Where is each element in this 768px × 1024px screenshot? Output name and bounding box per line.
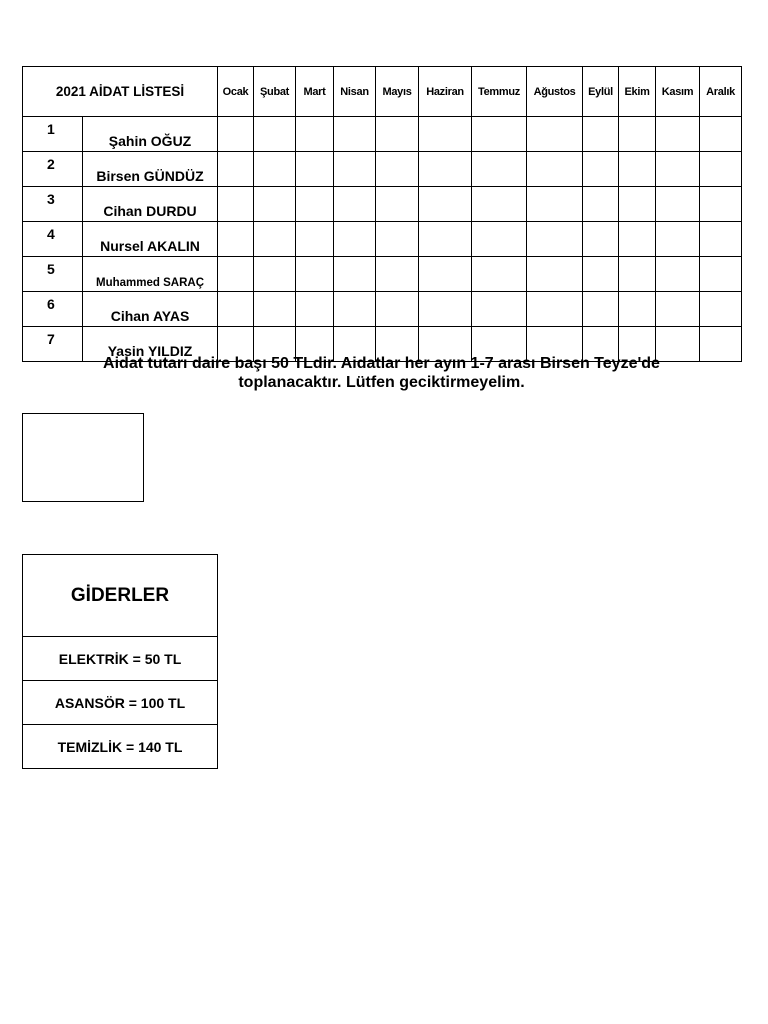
resident-name: Muhammed SARAÇ [83,257,218,292]
resident-row [23,257,742,292]
resident-number: 2 [23,152,83,187]
payment-cell[interactable] [376,292,419,327]
payment-cell[interactable] [472,117,527,152]
payment-cell[interactable] [376,187,419,222]
payment-cell[interactable] [254,187,296,222]
payment-cell[interactable] [700,292,742,327]
payment-cell[interactable] [619,152,656,187]
payment-cell[interactable] [700,152,742,187]
dues-table-body [23,117,742,362]
payment-cell[interactable] [419,292,472,327]
payment-cell[interactable] [619,292,656,327]
payment-cell[interactable] [334,292,376,327]
note-line-1: Aidat tutarı daire başı 50 TLdir. Aidatlar her ayın 1-7 arası Birsen Teyze'de [103,355,660,372]
payment-cell[interactable] [583,257,619,292]
expense-electricity: ELEKTRİK = 50 TL [23,637,218,681]
payment-cell[interactable] [254,222,296,257]
payment-cell[interactable] [583,292,619,327]
payment-cell[interactable] [334,187,376,222]
payment-cell[interactable] [296,292,334,327]
payment-cell[interactable] [419,187,472,222]
payment-cell[interactable] [419,152,472,187]
payment-cell[interactable] [218,222,254,257]
payment-cell[interactable] [218,117,254,152]
payment-cell[interactable] [527,257,583,292]
payment-cell[interactable] [583,222,619,257]
expense-row [23,725,218,769]
payment-cell[interactable] [583,187,619,222]
expense-row [23,637,218,681]
payment-cell[interactable] [700,187,742,222]
payment-cell[interactable] [700,257,742,292]
payment-cell[interactable] [419,222,472,257]
payment-cell[interactable] [334,152,376,187]
payment-cell[interactable] [254,117,296,152]
month-header: Ocak [218,67,254,117]
resident-row [23,187,742,222]
payment-cell[interactable] [376,152,419,187]
expense-elevator: ASANSÖR = 100 TL [23,681,218,725]
payment-cell[interactable] [619,222,656,257]
dues-header-row [23,67,742,117]
payment-cell[interactable] [656,117,700,152]
payment-cell[interactable] [527,117,583,152]
month-header: Temmuz [472,67,527,117]
payment-cell[interactable] [527,152,583,187]
payment-cell[interactable] [376,222,419,257]
expenses-title-row [23,555,218,637]
resident-name: Yasin YILDIZ [83,327,218,362]
resident-number: 6 [23,292,83,327]
payment-cell[interactable] [619,257,656,292]
expenses-title: GİDERLER [23,555,218,637]
payment-cell[interactable] [656,292,700,327]
payment-cell[interactable] [527,292,583,327]
payment-cell[interactable] [527,222,583,257]
payment-cell[interactable] [254,292,296,327]
resident-number: 5 [23,257,83,292]
month-header: Kasım [656,67,700,117]
resident-row [23,117,742,152]
payment-cell[interactable] [619,117,656,152]
month-header: Ağustos [527,67,583,117]
expense-cleaning: TEMİZLİK = 140 TL [23,725,218,769]
expenses-table [22,554,218,769]
month-header: Ekim [619,67,656,117]
payment-cell[interactable] [527,187,583,222]
payment-cell[interactable] [472,292,527,327]
payment-cell[interactable] [376,117,419,152]
payment-cell[interactable] [472,257,527,292]
payment-cell[interactable] [334,257,376,292]
resident-name: Şahin OĞUZ [83,117,218,152]
resident-number: 4 [23,222,83,257]
resident-name: Cihan AYAS [83,292,218,327]
payment-cell[interactable] [218,152,254,187]
month-header: Aralık [700,67,742,117]
empty-box [22,413,144,502]
payment-cell[interactable] [296,187,334,222]
payment-cell[interactable] [296,257,334,292]
dues-note [22,354,741,392]
payment-cell[interactable] [619,187,656,222]
payment-cell[interactable] [218,187,254,222]
resident-row [23,152,742,187]
payment-cell[interactable] [376,257,419,292]
payment-cell[interactable] [656,257,700,292]
payment-cell[interactable] [296,222,334,257]
resident-name: Birsen GÜNDÜZ [83,152,218,187]
expense-row [23,681,218,725]
payment-cell[interactable] [656,222,700,257]
payment-cell[interactable] [296,117,334,152]
payment-cell[interactable] [472,222,527,257]
payment-cell[interactable] [296,152,334,187]
payment-cell[interactable] [254,152,296,187]
payment-cell[interactable] [700,222,742,257]
month-header: Nisan [334,67,376,117]
payment-cell[interactable] [254,257,296,292]
payment-cell[interactable] [334,117,376,152]
payment-cell[interactable] [218,257,254,292]
resident-number: 1 [23,117,83,152]
month-header: Eylül [583,67,619,117]
payment-cell[interactable] [419,117,472,152]
month-header: Haziran [419,67,472,117]
month-header: Mayıs [376,67,419,117]
payment-cell[interactable] [334,222,376,257]
resident-name: Nursel AKALIN [83,222,218,257]
payment-cell[interactable] [583,117,619,152]
dues-table [22,66,742,362]
payment-cell[interactable] [218,292,254,327]
month-header: Şubat [254,67,296,117]
payment-cell[interactable] [419,257,472,292]
resident-row [23,292,742,327]
resident-row [23,222,742,257]
resident-number: 7 [23,327,83,362]
note-line-2: toplanacaktır. Lütfen geciktirmeyelim. [238,374,525,391]
payment-cell[interactable] [472,187,527,222]
payment-cell[interactable] [656,187,700,222]
resident-number: 3 [23,187,83,222]
dues-table-title: 2021 AİDAT LİSTESİ [23,67,218,117]
resident-name: Cihan DURDU [83,187,218,222]
payment-cell[interactable] [583,152,619,187]
payment-cell[interactable] [656,152,700,187]
month-header: Mart [296,67,334,117]
payment-cell[interactable] [700,117,742,152]
payment-cell[interactable] [472,152,527,187]
